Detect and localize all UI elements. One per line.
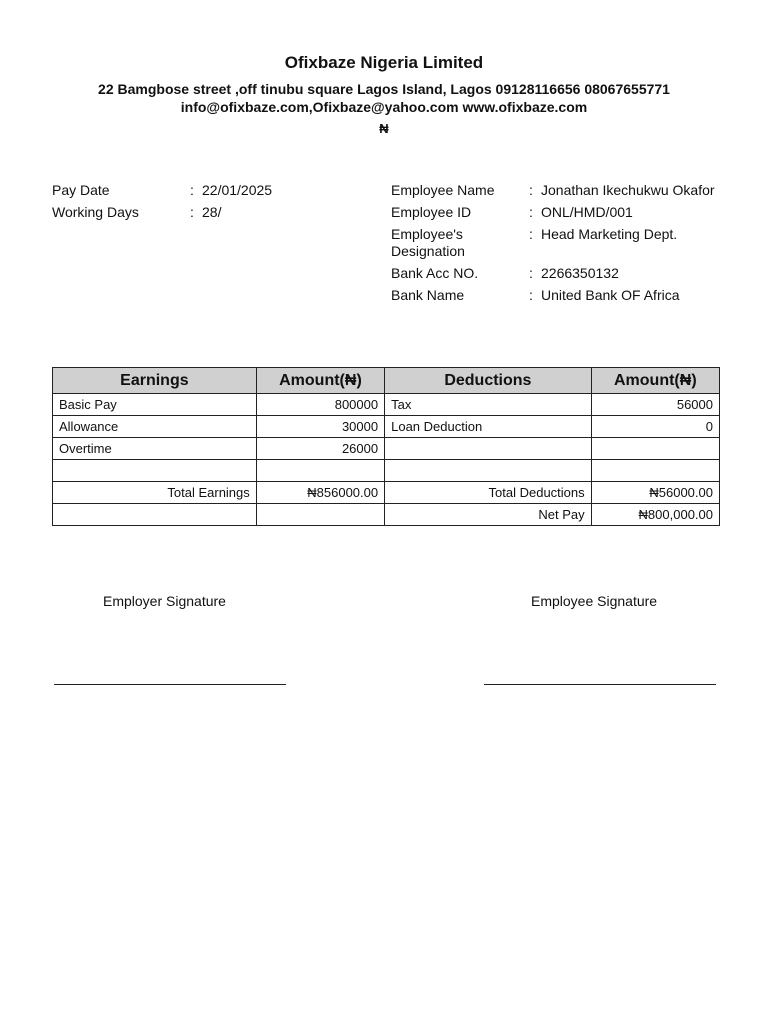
table-row [53, 460, 720, 482]
table-header-row [53, 368, 720, 394]
net-pay-row [53, 504, 720, 526]
totals-row [53, 482, 720, 504]
designation-value: Head Marketing Dept. [541, 226, 678, 242]
table-row [53, 394, 720, 416]
earning-name: Allowance [53, 416, 257, 438]
working-days-label: Working Days [52, 204, 139, 220]
total-earnings-value: ₦856000.00 [256, 482, 384, 504]
employer-signature-line [54, 684, 286, 685]
earning-amount: 26000 [256, 438, 384, 460]
earning-amount: 800000 [256, 394, 384, 416]
colon: : [529, 182, 533, 198]
employee-id-value: ONL/HMD/001 [541, 204, 633, 220]
bank-acc-row [391, 265, 731, 282]
colon: : [529, 226, 533, 242]
employee-name-row [391, 182, 731, 199]
bank-name-value: United Bank OF Africa [541, 287, 680, 303]
company-name: Ofixbaze Nigeria Limited [284, 53, 484, 72]
earning-name: Overtime [53, 438, 257, 460]
employee-name-value: Jonathan Ikechukwu Okafor [541, 182, 715, 198]
pay-date-label: Pay Date [52, 182, 110, 198]
employee-id-label: Employee ID [391, 204, 472, 220]
employee-id-row [391, 204, 731, 221]
deduction-name: Loan Deduction [385, 416, 592, 438]
colon: : [529, 204, 533, 220]
employee-signature-line [484, 684, 716, 685]
payslip-table [52, 367, 720, 526]
pay-date-row [52, 182, 352, 199]
earning-amount [256, 460, 384, 482]
deduction-amount: 0 [591, 416, 719, 438]
employee-name-label: Employee Name [391, 182, 495, 198]
currency-symbol: ₦ [379, 121, 389, 136]
deduction-amount [591, 438, 719, 460]
deduction-name: Tax [385, 394, 592, 416]
deductions-amount-header: Amount(₦) [591, 368, 719, 394]
company-contact: info@ofixbaze.com,Ofixbaze@yahoo.com www.ofixbaze.com [180, 99, 588, 115]
employee-signature-label: Employee Signature [531, 593, 658, 609]
total-deductions-label: Total Deductions [385, 482, 592, 504]
table-row [53, 416, 720, 438]
company-address: 22 Bamgbose street ,off tinubu square Lagos Island, Lagos 09128116656 08067655771 [98, 81, 670, 97]
designation-label: Employee's Designation [391, 226, 465, 259]
earning-name: Basic Pay [53, 394, 257, 416]
colon: : [529, 265, 533, 281]
total-earnings-label: Total Earnings [53, 482, 257, 504]
deduction-amount [591, 460, 719, 482]
earnings-header: Earnings [53, 368, 257, 394]
empty-cell [256, 504, 384, 526]
colon: : [529, 287, 533, 303]
empty-cell [53, 504, 257, 526]
colon: : [190, 204, 194, 220]
deduction-name [385, 460, 592, 482]
employee-info [391, 182, 731, 309]
bank-name-label: Bank Name [391, 287, 465, 303]
colon: : [190, 182, 194, 198]
company-header [0, 52, 768, 138]
employer-signature-label: Employer Signature [103, 593, 226, 609]
earnings-amount-header: Amount(₦) [256, 368, 384, 394]
net-pay-value: ₦800,000.00 [591, 504, 719, 526]
deduction-name [385, 438, 592, 460]
earning-name [53, 460, 257, 482]
pay-info [52, 182, 352, 226]
net-pay-label: Net Pay [385, 504, 592, 526]
total-deductions-value: ₦56000.00 [591, 482, 719, 504]
designation-row [391, 226, 731, 260]
deduction-amount: 56000 [591, 394, 719, 416]
pay-date-value: 22/01/2025 [202, 182, 273, 198]
working-days-value: 28/ [202, 204, 222, 220]
earning-amount: 30000 [256, 416, 384, 438]
deductions-header: Deductions [385, 368, 592, 394]
bank-acc-value: 2266350132 [541, 265, 619, 281]
working-days-row [52, 204, 352, 221]
bank-name-row [391, 287, 731, 304]
table-row [53, 438, 720, 460]
bank-acc-label: Bank Acc NO. [391, 265, 479, 281]
